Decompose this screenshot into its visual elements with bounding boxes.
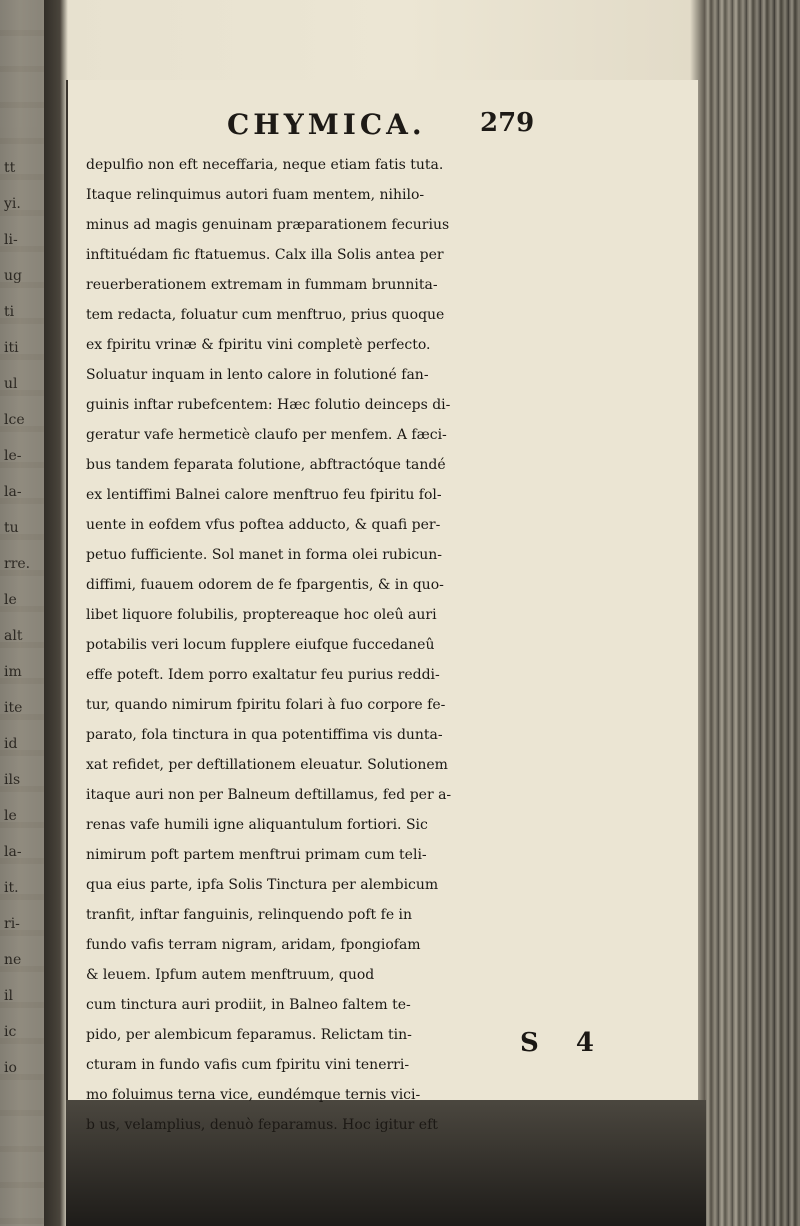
margin-fragment: tt (4, 160, 16, 176)
text-line: uente in eofdem vfus poftea adducto, & quafi per- (86, 517, 441, 533)
margin-fragment: yi. (4, 196, 21, 212)
margin-fragment: io (4, 1060, 17, 1076)
text-line: xat refidet, per deftillationem eleuatur. Solutionem (86, 757, 448, 773)
text-line: nimirum poft partem menftrui primam cum teli- (86, 847, 427, 863)
text-line: parato, fola tinctura in qua potentiffima vis dunta- (86, 727, 443, 743)
margin-fragment: rre. (4, 556, 31, 572)
margin-fragment: ic (4, 1024, 17, 1040)
text-line: & leuem. Ipfum autem menftruum, quod (86, 967, 375, 983)
margin-fragment: ne (4, 952, 22, 968)
margin-fragment: ite (4, 700, 23, 716)
running-head: CHYMICA. (227, 108, 426, 141)
text-line: renas vafe humili igne aliquantulum fortiori. Sic (86, 817, 428, 833)
text-line: cum tinctura auri prodiit, in Balneo faltem te- (86, 997, 411, 1013)
text-line: Soluatur inquam in lento calore in folutioné fan- (86, 367, 429, 383)
margin-fragment: id (4, 736, 18, 752)
text-line: minus ad magis genuinam præparationem fecurius (86, 217, 450, 233)
text-line: reuerberationem extremam in fummam brunnita- (86, 277, 438, 293)
margin-fragment: ils (4, 772, 21, 788)
page-number: 279 (480, 108, 535, 138)
text-line: depulfio non eft neceffaria, neque etiam fatis tuta. (86, 157, 444, 173)
text-line: effe poteft. Idem porro exaltatur feu purius reddi- (86, 667, 440, 683)
margin-fragment: le (4, 808, 17, 824)
text-line: guinis inftar rubefcentem: Hæc folutio deinceps di- (86, 397, 451, 413)
margin-fragment: alt (4, 628, 23, 644)
text-line: Itaque relinquimus autori fuam mentem, nihilo- (86, 187, 425, 203)
margin-fragment: tu (4, 520, 19, 536)
margin-fragment: im (4, 664, 22, 680)
margin-fragment: le- (4, 448, 22, 464)
text-line: tranfit, inftar fanguinis, relinquendo poft fe in (86, 907, 413, 923)
text-line: cturam in fundo vafis cum fpiritu vini tenerri- (86, 1057, 410, 1073)
text-line: pido, per alembicum feparamus. Relictam tin- (86, 1027, 412, 1043)
margin-fragment: ug (4, 268, 22, 284)
page-header (112, 108, 672, 148)
text-line: libet liquore folubilis, proptereaque hoc oleû auri (86, 607, 437, 623)
text-line: tur, quando nimirum fpiritu folari à fuo corpore fe- (86, 697, 446, 713)
margin-fragment: il (4, 988, 13, 1004)
text-line: fundo vafis terram nigram, aridam, fpongiofam (86, 937, 421, 953)
text-line: bus tandem feparata folutione, abftractóque tandé (86, 457, 446, 473)
left-page-edge (0, 0, 44, 1226)
margin-fragment: it. (4, 880, 19, 896)
text-line: b us, velamplius, denuò feparamus. Hoc igitur eft (86, 1117, 438, 1133)
margin-fragment: li- (4, 232, 18, 248)
text-line: itaque auri non per Balneum deftillamus, fed per a- (86, 787, 452, 803)
text-line: potabilis veri locum fupplere eiufque fuccedaneû (86, 637, 435, 653)
text-line: geratur vafe hermeticè claufo per menfem. A fæci- (86, 427, 447, 443)
text-line: inftituédam fic ftatuemus. Calx illa Solis antea per (86, 247, 444, 263)
body-text (86, 150, 686, 1140)
text-line: diffimi, fuauem odorem de fe fpargentis, & in quo- (86, 577, 444, 593)
text-line: ex fpiritu vrinæ & fpiritu vini completè perfecto. (86, 337, 431, 353)
margin-fragment: ri- (4, 916, 20, 932)
signature-mark: S 4 (520, 1028, 608, 1058)
text-line: qua eius parte, ipfa Solis Tinctura per alembicum (86, 877, 439, 893)
margin-fragment: la- (4, 484, 22, 500)
margin-fragment: lce (4, 412, 25, 428)
text-line: ex lentiffimi Balnei calore menftruo feu fpiritu fol- (86, 487, 442, 503)
margin-fragment: la- (4, 844, 22, 860)
text-line: tem redacta, foluatur cum menftruo, prius quoque (86, 307, 445, 323)
margin-fragment: le (4, 592, 17, 608)
margin-fragment: iti (4, 340, 19, 356)
right-page-edges (705, 0, 800, 1226)
margin-fragment: ul (4, 376, 18, 392)
text-line: mo foluimus terna vice, eundémque ternis vici- (86, 1087, 421, 1103)
margin-fragment: ti (4, 304, 15, 320)
text-line: petuo fufficiente. Sol manet in forma olei rubicun- (86, 547, 442, 563)
